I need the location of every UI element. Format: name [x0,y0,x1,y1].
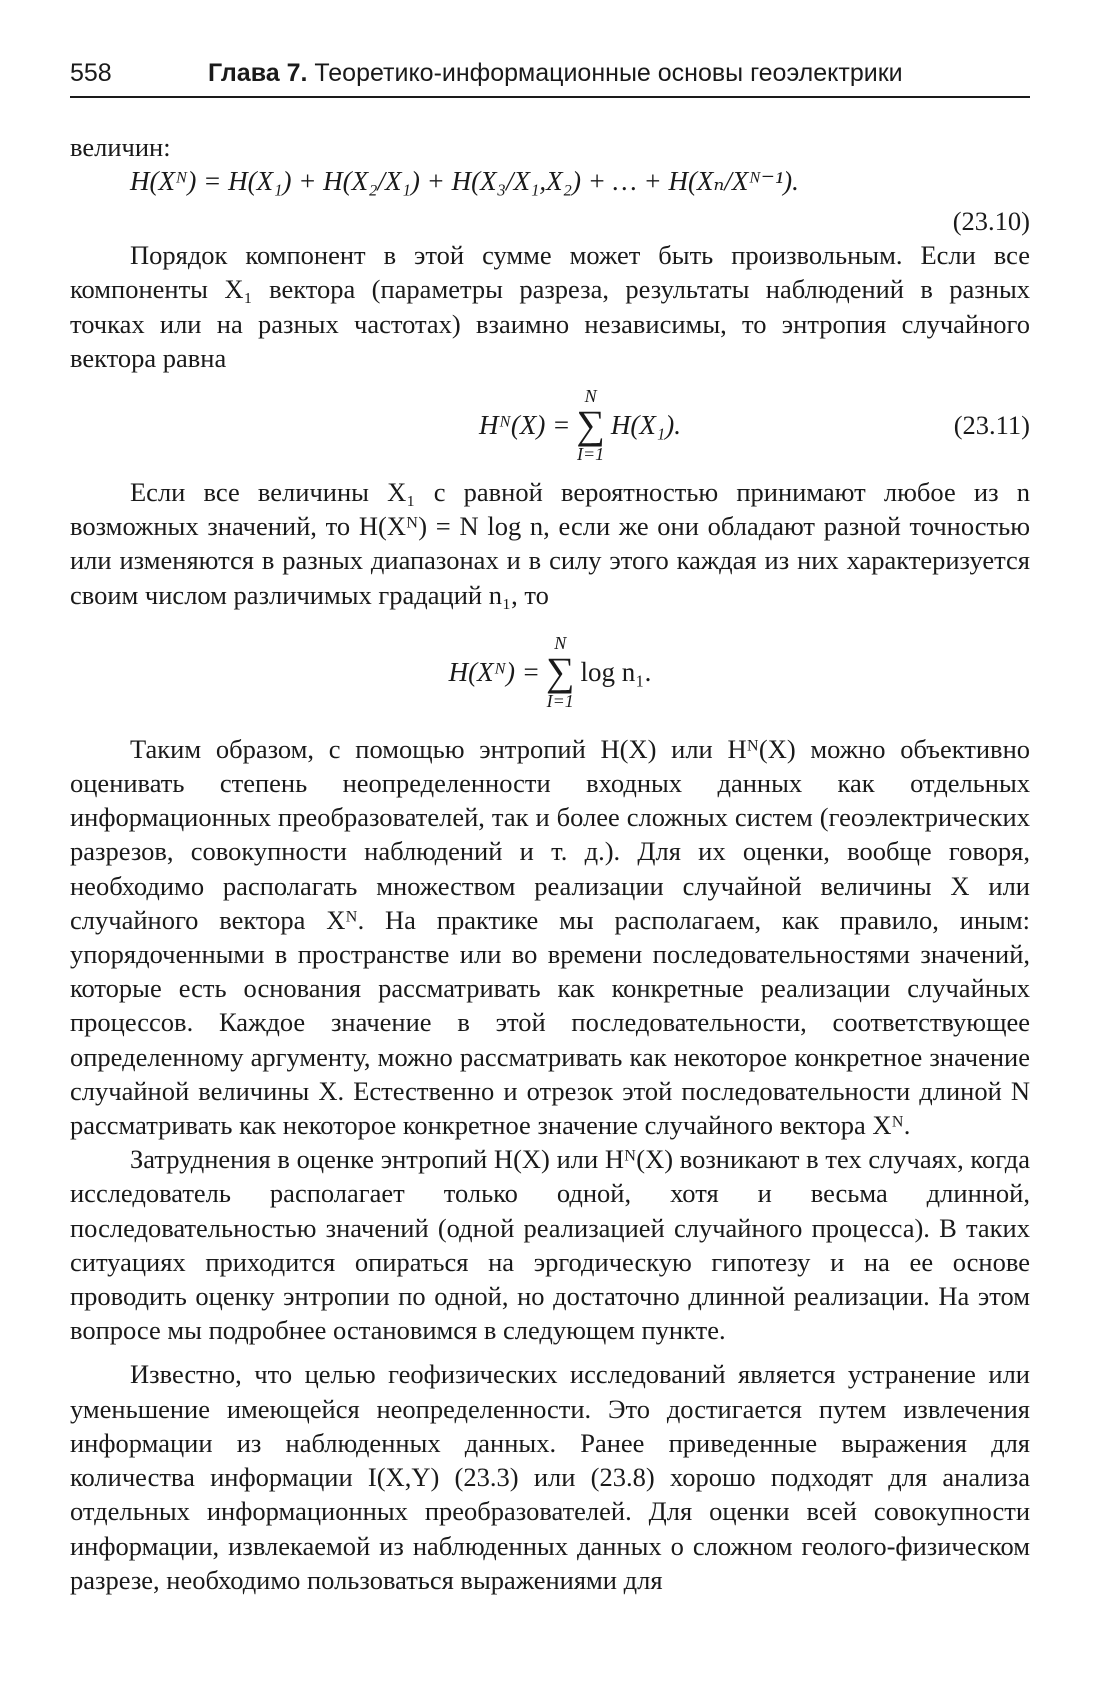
sum-lower-limit-2: I=1 [546,690,574,711]
chapter-title: Теоретико-информационные основы геоэлектрики [307,59,903,87]
sum-symbol-2: N ∑ I=1 [545,632,575,711]
intro-word: величин: [70,132,171,162]
equation-23-11-rhs: H(X₁). [610,409,681,440]
page-number: 558 [70,59,112,87]
sum-upper-limit-2: N [554,632,567,653]
equation-23-10-text: H(Xᴺ) = H(X₁) + H(X₂/X₁) + H(X₃/X₁,X₂) + … + H(Xₙ/Xᴺ⁻¹). [130,166,799,197]
running-header [70,56,1030,98]
equation-sum-log-rhs: log n₁. [580,656,652,687]
sum-symbol: N ∑ I=1 [576,386,605,465]
equation-23-11-number: (23.11) [953,410,1030,441]
equation-23-10-number: (23.10) [952,206,1030,237]
sum-lower-limit: I=1 [577,444,605,465]
paragraph-5: Известно, что целью геофизических исследований является устранение или уменьшение имеющейся неопределенности. Это достигается путем извлечения информации из наблюденных данных. Ранее приведенные выражения для количества информации I(X,Y) (23.3) или (23.8) хорошо подходят для анализа отдельных информационных преобразователей. Для оценки всей совокупности информации, извлекаемой из наблюденных данных о сложном геолого-физическом разрезе, необходимо пользоваться выражениями для [70,1359,1030,1595]
paragraph-3: Таким образом, с помощью энтропий H(X) или Hᴺ(X) можно объективно оценивать степень неопределенности входных данных как отдельных информационных преобразователей, так и более сложных систем (геоэлектрических разрезов, совокупности наблюдений и т. д.). Для их оценки, вообще говоря, необходимо располагать множеством реализации случайной величины X или случайного вектора Xᴺ. На практике мы располагаем, как правило, иным: упорядоченными в пространстве или во времени последовательностями значений, которые есть основания рассматривать как конкретные реализации случайных процессов. Каждое значение в этой последовательности, соответствующее определенному аргументу, можно рассматривать как некоторое конкретное значение случайной величины X. Естественно и отрезок этой последовательности длиной N рассматривать как некоторое конкретное значение случайного вектора Xᴺ. [70,733,1030,1141]
sum-upper-limit: N [584,386,597,407]
equation-23-10 [70,164,1030,237]
book-page [70,56,1030,1597]
paragraph-1: Порядок компонент в этой сумме может быть произвольным. Если все компоненты X₁ вектора (параметры разреза, результаты наблюдений в разных точках или на разных частотах) взаимно независимы, то энтропия случайного вектора равна [70,240,1030,373]
equation-23-11-lhs: Hᴺ(X) = [479,409,571,440]
equation-sum-log-lhs: H(Xᴺ) = [448,656,540,687]
equation-sum-log [70,612,1030,732]
paragraph-4: Затруднения в оценке энтропий H(X) или Hᴺ(X) возникают в тех случаях, когда исследователь располагает только одной, хотя и весьма длинной, последовательностью значений (одной реализацией случайного процесса). В таких ситуациях приходится опираться на эргодическую гипотезу и на ее основе проводить оценку энтропии по одной, но достаточно длинной реализации. На этом вопросе мы подробнее остановимся в следующем пункте. [70,1144,1030,1346]
chapter-label: Глава 7. [208,59,308,87]
paragraph-2: Если все величины X₁ с равной вероятностью принимают любое из n возможных значений, то H(Xᴺ) = N log n, если же они обладают разной точностью или изменяются в разных диапазонах и в силу этого каждая из них характеризуется своим числом различимых градаций n₁, то [70,477,1030,610]
equation-23-11 [70,375,1030,475]
